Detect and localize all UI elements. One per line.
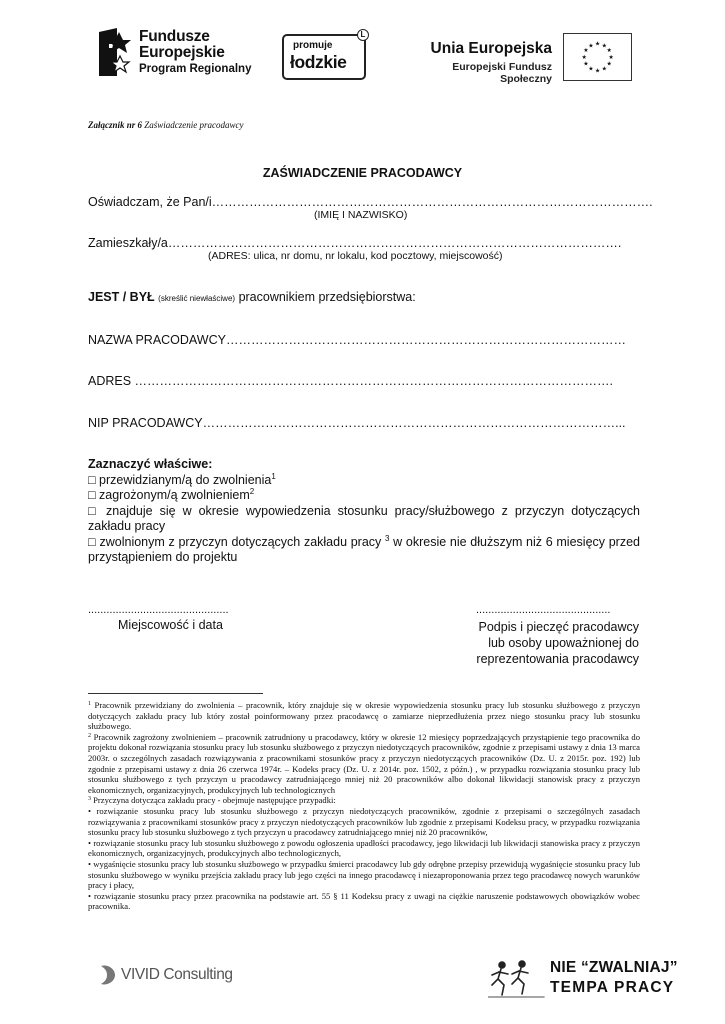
- choice-item[interactable]: [88, 504, 640, 535]
- footnote-ref-3: 3: [385, 533, 390, 543]
- choice-1-label: □ przewidzianym/ą do zwolnienia: [88, 472, 272, 487]
- eu-star-icon: ★: [606, 48, 612, 55]
- footnote-3-bullet-4: • rozwiązanie stosunku pracy przez pracownika na podstawie art. 55 § 11 Kodeksu pracy z uwagi na ciężkie naruszenie podstawowych obowiązków wobec pracownika.: [88, 890, 640, 912]
- choice-2-label: □ zagrożonym/ą zwolnieniem: [88, 488, 250, 502]
- eu-star-icon: ★: [601, 66, 607, 73]
- fundusze-europejskie-logo: [97, 26, 251, 78]
- footnote-3-text: Przyczyna dotycząca zakładu pracy - obejmuje następujące przypadki:: [91, 795, 336, 806]
- footnote-divider: [88, 693, 263, 694]
- employment-status-line: [88, 290, 416, 304]
- promuje-small-text: promuje: [293, 40, 333, 51]
- resident-sub-label: (ADRES: ulica, nr domu, nr lokalu, kod pocztowy, miejscowość): [208, 250, 503, 262]
- footnote-2-text: Pracownik zagrożony zwolnieniem – pracownik zatrudniony u pracodawcy, który w okresie 12 miesięcy poprzedzających przystąpienie tego pracownika do projektu dokonał rozwiązania stosunku pracy lub stosunku służbowego z przyczyn niedotyczących pracowników, zgodnie z przepisami ustawy z dnia 13 marca 2003r. o szczególnych zasadach rozwiązywania z pracownikami stosunków pracy z przyczyn niedotyczących pracowników (Dz. U. z 2015r. poz. 192) lub zgodnie z przepisami ustawy z dnia 26 czerwca 1974r. – Kodeks pracy (Dz. U. z 2014r. poz. 1502, z późn.) , w przypadku rozwiązania stosunku pracy lub stosunku służbowego z tych przyczyn u pracodawcy zatrudniającego mniej niż 20 pracowników albo dokonał likwidacji stanowisk pracy z przyczyn ekonomicznych, organizacyjnych, produkcyjnych lub technologicznych: [88, 731, 640, 795]
- footnote-2: [88, 732, 640, 796]
- place-date-signature: [88, 604, 229, 632]
- eu-star-icon: ★: [608, 54, 614, 61]
- footnote-1: [88, 700, 640, 732]
- signature-label-line1: Podpis i pieczęć pracodawcy: [478, 620, 639, 634]
- employee-of-label: pracownikiem przedsiębiorstwa:: [238, 290, 416, 304]
- eu-star-icon: ★: [583, 61, 589, 68]
- vivid-mark-icon: [98, 963, 118, 987]
- choices-heading: Zaznaczyć właściwe:: [88, 457, 213, 471]
- vivid-text: VIVID Consulting: [121, 966, 233, 983]
- footnotes: [88, 700, 640, 912]
- eu-star-icon: ★: [581, 54, 587, 61]
- nip-field[interactable]: NIP PRACODAWCY………………………………………………………………………………………...: [88, 416, 626, 430]
- footnote-3-bullet-2: • rozwiązanie stosunku pracy lub stosunku służbowego z powodu ogłoszenia upadłości pracodawcy, jego likwidacji lub likwidacji stanowiska pracy z przyczyn ekonomicznych, organizacyjnych, produkcyjnych albo technologicznych,: [88, 837, 640, 859]
- nie-zwalniaj-logo: [488, 955, 678, 1001]
- annex-label: [88, 120, 244, 130]
- choice-4-label-a: □ zwolnionym z przyczyn dotyczących zakładu pracy: [88, 534, 385, 549]
- choices-list: [88, 457, 640, 566]
- is-was-label[interactable]: JEST / BYŁ: [88, 290, 155, 304]
- footnote-ref-2: 2: [249, 487, 255, 496]
- footnote-3-bullet-1: • rozwiązanie stosunku pracy lub stosunku służbowego z przyczyn niedotyczących pracowników, zgodnie z przepisami o szczególnych zasadach rozwiązywania z pracownikami stosunków pracy z przyczyn niedotyczących pracowników lub zgodnie z przepisami Kodeksu pracy, w przypadku rozwiązania stosunku pracy lub stosunku służbowego z tych przyczyn u pracodawcy zatrudniającego mniej niż 20 pracowników,: [88, 805, 640, 838]
- footnote-ref-1: 1: [271, 471, 276, 481]
- choice-4-label-b: w okresie nie dłuższym niż 6 miesięcy przed przystąpieniem do projektu: [88, 534, 640, 564]
- nz-line1: NIE “ZWALNIAJ”: [550, 959, 678, 976]
- choice-item[interactable]: [88, 535, 640, 566]
- running-figures-icon: [488, 959, 546, 999]
- resident-field[interactable]: Zamieszkały/a……………………………………………………………………………………………….: [88, 236, 622, 250]
- choice-3-label: □ znajduje się w okresie wypowiedzenia stosunku pracy/służbowego z przyczyn dotyczących zakładu pracy: [88, 503, 640, 533]
- strike-note: (skreślić niewłaściwe): [158, 294, 236, 303]
- address-field[interactable]: ADRES …………………………………………………………………………………………………….: [88, 374, 614, 388]
- eu-star-icon: ★: [606, 61, 612, 68]
- eu-star-icon: ★: [583, 48, 589, 55]
- footnote-3-bullet-3: • wygaśnięcie stosunku pracy lub stosunku służbowego w przypadku śmierci pracodawcy lub gdy odrębne przepisy przewidują wygaśnięcie stosunku pracy lub stosunku służbowego w wyniku przejścia zakładu pracy lub jego części na innego pracodawcę i niezaproponowania przez tego pracodawcę nowych warunków pracy i płacy,: [88, 858, 640, 891]
- employer-signature-dots[interactable]: ............................................: [476, 604, 611, 616]
- eu-star-icon: ★: [588, 66, 594, 73]
- vivid-consulting-logo: [98, 963, 233, 987]
- fe-line1: Fundusze: [139, 27, 210, 45]
- footnote-1-ref: 1: [88, 701, 91, 707]
- eu-star-icon: ★: [601, 43, 607, 50]
- header-logos: [92, 20, 637, 90]
- eu-star-icon: ★: [594, 68, 601, 75]
- nz-line2: TEMPA PRACY: [550, 979, 675, 996]
- footnote-2-ref: 2: [88, 732, 91, 739]
- choice-item[interactable]: [88, 488, 640, 504]
- place-date-dots[interactable]: ..............................................: [88, 604, 229, 616]
- place-date-label: Miejscowość i data: [118, 618, 223, 632]
- signature-label-line2: lub osoby upoważnionej do: [488, 636, 639, 650]
- annex-text: Zaświadczenie pracodawcy: [142, 120, 244, 130]
- employer-signature-label: [476, 619, 639, 667]
- fe-line2: Europejskie: [139, 43, 225, 61]
- fe-line3: Program Regionalny: [139, 63, 252, 76]
- promuje-big-text: łodzkie: [290, 52, 347, 72]
- ue-line2: Europejski Fundusz Społeczny: [452, 61, 552, 85]
- footnote-3: [88, 795, 640, 806]
- eu-star-icon: ★: [588, 43, 594, 50]
- fundusze-europejskie-mark-icon: [97, 26, 131, 78]
- declare-sub-label: (IMIĘ I NAZWISKO): [314, 209, 408, 221]
- eu-flag-icon: [563, 33, 632, 81]
- footnote-3-ref: 3: [88, 796, 91, 803]
- promuje-lodzkie-logo: [282, 30, 366, 80]
- employer-signature: [476, 604, 646, 667]
- eu-star-icon: ★: [594, 41, 601, 48]
- ue-line1: Unia Europejska: [430, 40, 552, 57]
- declare-field[interactable]: Oświadczam, że Pan/i…………………………………………………………………………………………….: [88, 195, 653, 209]
- page-title: ZAŚWIADCZENIE PRACODAWCY: [262, 166, 463, 180]
- footnote-1-text: Pracownik przewidziany do zwolnienia – pracownik, który znajduje się w okresie wypowiedzenia stosunku pracy lub stosunku służbowego z przyczyn dotyczących zakładu pracy lub który został poinformowany przez pracodawcę o zamiarze nieprzedłużenia przez niego stosunku pracy lub stosunku służbowego.: [88, 700, 640, 732]
- signature-label-line3: reprezentowania pracodawcy: [476, 652, 639, 666]
- employer-name-field[interactable]: NAZWA PRACODAWCY……………………………………………………………………………………: [88, 333, 626, 347]
- unia-europejska-logo-text: [408, 40, 552, 85]
- promuje-mark: L: [357, 29, 369, 41]
- choice-item[interactable]: [88, 473, 640, 489]
- annex-number: Załącznik nr 6: [88, 120, 143, 130]
